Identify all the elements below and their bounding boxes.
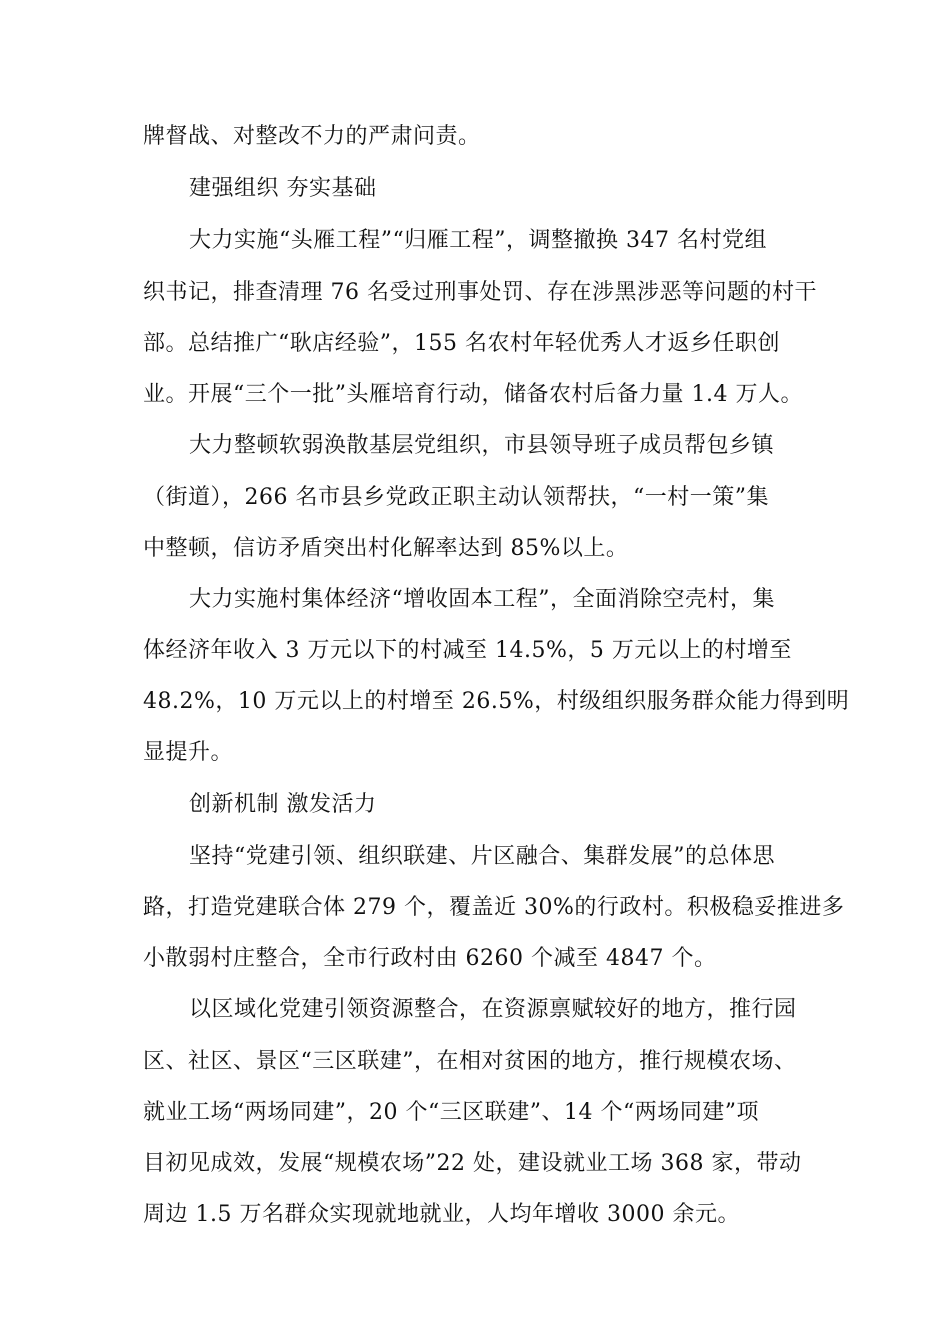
paragraph-line: 业。开展“三个一批”头雁培育行动，储备农村后备力量 1.4 万人。 [143,382,803,407]
paragraph-line: 以区域化党建引领资源整合，在资源禀赋较好的地方，推行园 [189,997,797,1022]
section-heading: 创新机制 激发活力 [189,792,377,817]
paragraph-line: 部。总结推广“耿店经验”，155 名农村年轻优秀人才返乡任职创 [143,331,780,356]
paragraph-line: 区、社区、景区“三区联建”，在相对贫困的地方，推行规模农场、 [143,1049,797,1074]
paragraph-line: 48.2%，10 万元以上的村增至 26.5%，村级组织服务群众能力得到明 [143,689,850,714]
paragraph-line: 大力整顿软弱涣散基层党组织，市县领导班子成员帮包乡镇 [189,433,775,458]
paragraph-line: 周边 1.5 万名群众实现就地就业，人均年增收 3000 余元。 [143,1202,740,1227]
paragraph-line: 大力实施村集体经济“增收固本工程”，全面消除空壳村，集 [189,587,775,612]
paragraph-line: 大力实施“头雁工程”“归雁工程”，调整撤换 347 名村党组 [189,228,767,253]
paragraph-line: 体经济年收入 3 万元以下的村减至 14.5%，5 万元以上的村增至 [143,638,792,663]
paragraph-line: 中整顿，信访矛盾突出村化解率达到 85%以上。 [143,536,629,561]
paragraph-line: 就业工场“两场同建”，20 个“三区联建”、14 个“两场同建”项 [143,1100,759,1125]
paragraph-line: 小散弱村庄整合，全市行政村由 6260 个减至 4847 个。 [143,946,717,971]
paragraph-line: 目初见成效，发展“规模农场”22 处，建设就业工场 368 家，带动 [143,1151,802,1176]
paragraph-line: 路，打造党建联合体 279 个，覆盖近 30%的行政村。积极稳妥推进多 [143,895,845,920]
paragraph-line: 坚持“党建引领、组织联建、片区融合、集群发展”的总体思 [189,844,775,869]
paragraph-line: （街道），266 名市县乡党政正职主动认领帮扶，“一村一策”集 [143,485,769,510]
paragraph-line: 牌督战、对整改不力的严肃问责。 [143,124,481,149]
section-heading: 建强组织 夯实基础 [189,176,377,201]
paragraph-line: 织书记，排查清理 76 名受过刑事处罚、存在涉黑涉恶等问题的村干 [143,280,817,305]
paragraph-line: 显提升。 [143,740,234,765]
